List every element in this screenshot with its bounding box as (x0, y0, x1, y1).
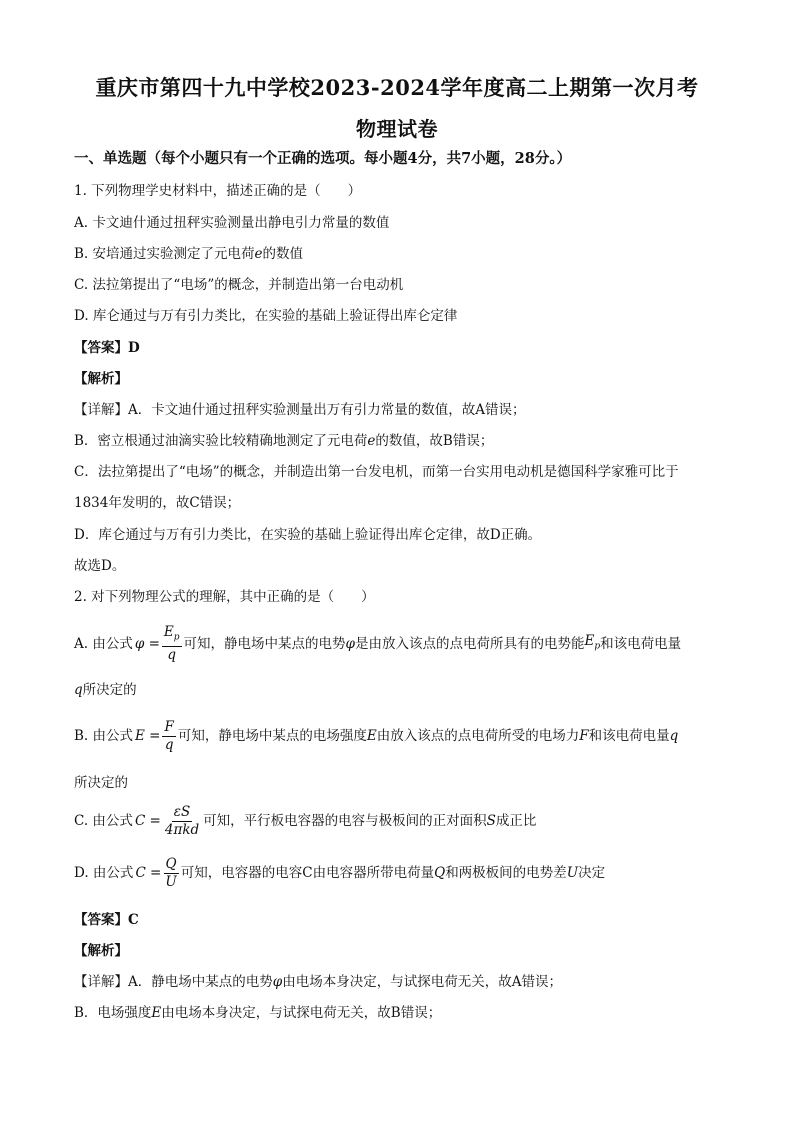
q1-stem: 1. 下列物理学史材料中，描述正确的是（ ） (74, 183, 362, 199)
q2-option-d-denominator: U (165, 873, 177, 890)
q2-detail-b-text: B．电场强度 (74, 1005, 152, 1021)
q2-option-d-fraction (163, 856, 178, 891)
q2-detail-a (74, 972, 734, 992)
q1-conclusion: 故选D。 (74, 558, 126, 574)
q2-option-b-fraction (162, 719, 175, 754)
q2-option-b-cont: 所决定的 (74, 775, 128, 791)
q1-option-b-tail: 的数值 (262, 246, 304, 262)
q2-option-a-text2: 是由放入该点的点电荷所具有的电势能 (354, 636, 585, 652)
q1-detail-c-line2: 1834年发明的，故C错误； (74, 495, 241, 511)
q2-option-c-lhs: C = (134, 813, 161, 829)
q2-option-b-lhs: E = (135, 728, 161, 744)
q1-detail-b-var: e (367, 433, 376, 449)
q2-option-c-text2: 成正比 (495, 813, 537, 829)
q2-option-a-numerator: $E_p$ (162, 624, 182, 648)
q2-option-b-label: B. 由公式 (74, 728, 134, 744)
q2-option-c-numerator: εS (173, 803, 191, 820)
q2-option-b-var2: F (579, 728, 589, 744)
q2-option-d-var2: U (566, 865, 579, 881)
q1-option-b-text: B. 安培通过实验测定了元电荷 (74, 246, 255, 262)
q2-option-a-denominator: q (167, 647, 177, 664)
q2-detail-a-tail: 由电场本身决定，与试探电荷无关，故A错误； (282, 974, 562, 990)
q2-stem: 2. 对下列物理公式的理解，其中正确的是（ ） (74, 589, 375, 605)
q1-detail-a: 【详解】A．卡文迪什通过扭秤实验测量出万有引力常量的数值，故A错误； (74, 402, 526, 418)
q1-option-c: C. 法拉第提出了“电场”的概念，并制造出第一台电动机 (74, 277, 404, 293)
q1-answer: 【答案】D (74, 340, 140, 356)
q1-detail-d: D．库仑通过与万有引力类比，在实验的基础上验证得出库仑定律，故D正确。 (74, 527, 542, 543)
q2-option-d-var1: Q (434, 865, 446, 881)
q2-option-b-var1: E (366, 728, 377, 744)
q2-option-b-denominator: q (164, 736, 174, 753)
q2-detail-b-var: E (151, 1005, 162, 1021)
q2-option-c-var1: S (486, 813, 496, 829)
q2-option-c-text1: 可知，平行板电容器的电容与极板间的正对面积 (203, 813, 487, 829)
q1-option-a: A. 卡文迪什通过扭秤实验测量出静电引力常量的数值 (74, 215, 390, 231)
q2-detail-a-var: φ (272, 974, 283, 990)
q2-option-b-text3: 和该电荷电量 (588, 728, 670, 744)
q2-option-a-var2: $E_p$ (584, 633, 601, 652)
q2-option-a-cont (74, 680, 734, 700)
q1-detail-c-line1: C．法拉第提出了“电场”的概念，并制造出第一台发电机，而第一台实用电动机是德国科学家雅可比于 (74, 464, 679, 480)
q2-analysis-label: 【解析】 (74, 943, 128, 959)
q2-option-c-fraction (163, 804, 201, 839)
q2-option-a-var1: φ (345, 636, 355, 652)
q2-option-b (74, 714, 734, 758)
q2-option-a-text3: 和该电荷电量 (600, 636, 682, 652)
document-subtitle: 物理试卷 (356, 117, 438, 141)
q2-option-d-text2: 和两极板间的电势差 (445, 865, 567, 881)
q2-option-d-text1: 可知，电容器的电容C由电容器所带电荷量 (180, 865, 435, 881)
q1-option-d: D. 库仑通过与万有引力类比，在实验的基础上验证得出库仑定律 (74, 308, 458, 324)
q2-option-d (74, 851, 734, 895)
q2-option-d-label: D. 由公式 (74, 865, 134, 881)
q2-option-b-numerator: F (164, 718, 174, 735)
q1-detail-b-tail: 的数值，故B错误； (375, 433, 494, 449)
q1-detail-b (74, 431, 734, 451)
q2-option-a-fraction (162, 624, 182, 665)
q2-option-c-label: C. 由公式 (74, 813, 133, 829)
q2-option-c (74, 799, 734, 843)
document-title: 重庆市第四十九中学校2023-2024学年度高二上期第一次月考 (95, 75, 699, 100)
q2-option-b-var3: q (669, 728, 679, 744)
q2-option-d-lhs: C = (135, 865, 162, 881)
q2-option-d-text3: 决定 (578, 865, 606, 881)
q2-option-a-lhs: φ = (134, 636, 160, 652)
q2-option-a-cont-var: q (74, 682, 83, 698)
q2-option-c-denominator: 4πkd (164, 821, 200, 838)
q1-analysis-label: 【解析】 (74, 371, 128, 387)
q2-detail-a-text: 【详解】A．静电场中某点的电势 (74, 974, 273, 990)
q2-option-b-text1: 可知，静电场中某点的电场强度 (177, 728, 367, 744)
q2-option-a (74, 622, 734, 666)
q2-option-a-label: A. 由公式 (74, 636, 133, 652)
q2-option-a-text1: 可知，静电场中某点的电势 (183, 636, 346, 652)
q2-option-a-cont-text: 所决定的 (82, 682, 137, 698)
q2-option-b-text2: 由放入该点的点电荷所受的电场力 (376, 728, 580, 744)
q2-answer: 【答案】C (74, 912, 139, 928)
q2-detail-b (74, 1003, 734, 1023)
q2-detail-b-tail: 由电场本身决定，与试探电荷无关，故B错误； (161, 1005, 442, 1021)
q2-option-d-numerator: Q (165, 855, 177, 872)
q1-option-b-var: e (254, 246, 263, 262)
q1-detail-b-text: B．密立根通过油滴实验比较精确地测定了元电荷 (74, 433, 368, 449)
q1-option-b (74, 244, 734, 264)
section-heading: 一、单选题（每个小题只有一个正确的选项。每小题4分，共7小题，28分。） (74, 150, 572, 167)
